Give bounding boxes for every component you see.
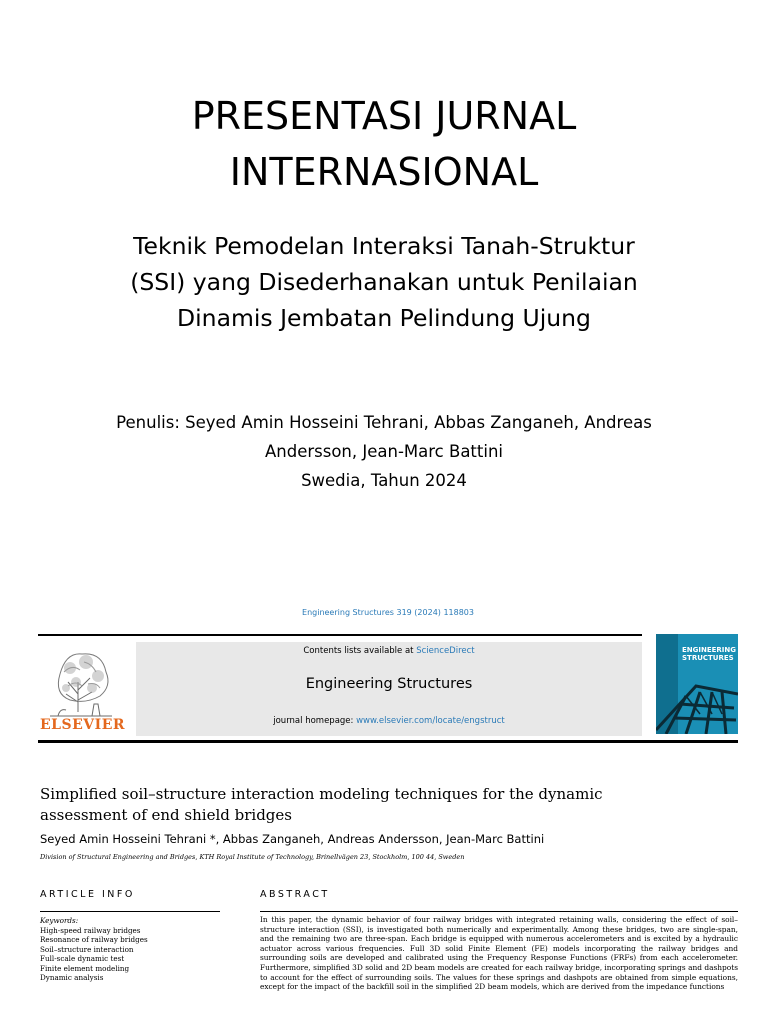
keywords-list	[40, 916, 220, 983]
location-year: Swedia, Tahun 2024	[301, 471, 467, 490]
sciencedirect-link[interactable]: ScienceDirect	[416, 646, 475, 656]
article-title	[40, 784, 680, 826]
abstract-text: In this paper, the dynamic behavior of four railway bridges with integrated retaining walls, considering the effect of soil–structure interaction (SSI), is investigated both numerically and experimentally. Among these bridges, two are single-span, and the remaining two are three-span. Each bridge is equipped with numerous accelerometers and is excited by a hydraulic actuator across various frequencies. Full 3D solid Finite Element (FE) models incorporating the railway bridges and surrounding soils are developed and calibrated using the Frequency Response Functions (FRFs) from each accelerometer. Furthermore, simplified 3D solid and 2D beam models are created for each railway bridge, incorporating springs and dashpots to account for the effect of surrounding soils. The values for these springs and dashpots are obtained from simple equations, except for the impact of the backfill soil in the simplified 2D beam models, which are derived from the impedance functions	[260, 915, 738, 992]
authors-line-2: Andersson, Jean-Marc Battini	[264, 442, 503, 461]
keywords-label: Keywords:	[40, 916, 79, 925]
journal-name: Engineering Structures	[305, 676, 473, 692]
article-info-rule	[40, 911, 220, 912]
cover-title-line-2: STRUCTURES	[682, 654, 734, 662]
journal-homepage-link[interactable]: www.elsevier.com/locate/engstruct	[356, 716, 505, 726]
keyword-item: Dynamic analysis	[40, 973, 104, 982]
homepage-prefix: journal homepage:	[273, 716, 357, 726]
keyword-item: High-speed railway bridges	[40, 925, 141, 935]
keyword-item: Soil–structure interaction	[40, 944, 134, 954]
keyword-item: Full-scale dynamic test	[40, 954, 125, 963]
slide-title	[0, 88, 768, 200]
abstract-heading: ABSTRACT	[260, 889, 330, 900]
authors-line-1: Penulis: Seyed Amin Hosseini Tehrani, Abbas Zanganeh, Andreas	[116, 413, 652, 432]
header-bottom-rule	[38, 740, 738, 743]
journal-homepage-line	[136, 716, 642, 726]
slide-subtitle-line-2: (SSI) yang Disederhanakan untuk Penilaian	[130, 268, 638, 296]
keyword-item: Finite element modeling	[40, 963, 130, 973]
article-info-heading: ARTICLE INFO	[40, 889, 135, 900]
keyword-item: Resonance of railway bridges	[40, 935, 148, 944]
slide-subtitle-line-1: Teknik Pemodelan Interaksi Tanah-Struktur	[133, 232, 635, 260]
slide-authors	[60, 408, 708, 495]
cover-title	[682, 646, 738, 662]
slide-subtitle-line-3: Dinamis Jembatan Pelindung Ujung	[177, 304, 591, 332]
article-authors: Seyed Amin Hosseini Tehrani *, Abbas Zanganeh, Andreas Andersson, Jean-Marc Battini	[40, 832, 545, 846]
journal-reference: Engineering Structures 319 (2024) 118803	[302, 608, 474, 617]
slide-subtitle	[60, 228, 708, 336]
contents-prefix: Contents lists available at	[303, 646, 417, 656]
journal-header-box	[136, 642, 642, 736]
paper-snapshot	[38, 600, 738, 1024]
slide-title-line-2: INTERNASIONAL	[229, 150, 539, 194]
journal-cover	[656, 634, 738, 734]
abstract-rule	[260, 911, 738, 912]
author-affiliation: Division of Structural Engineering and Bridges, KTH Royal Institute of Technology, Brinellvägen 23, Stockholm, 100 44, Sweden	[40, 853, 465, 861]
article-title-line-2: assessment of end shield bridges	[40, 806, 292, 824]
article-title-line-1: Simplified soil–structure interaction modeling techniques for the dynamic	[40, 785, 603, 803]
slide-title-line-1: PRESENTASI JURNAL	[191, 94, 577, 138]
cover-title-line-1: ENGINEERING	[682, 646, 737, 654]
header-top-rule	[38, 634, 642, 636]
contents-available-line	[136, 646, 642, 656]
elsevier-wordmark: ELSEVIER	[40, 717, 126, 733]
